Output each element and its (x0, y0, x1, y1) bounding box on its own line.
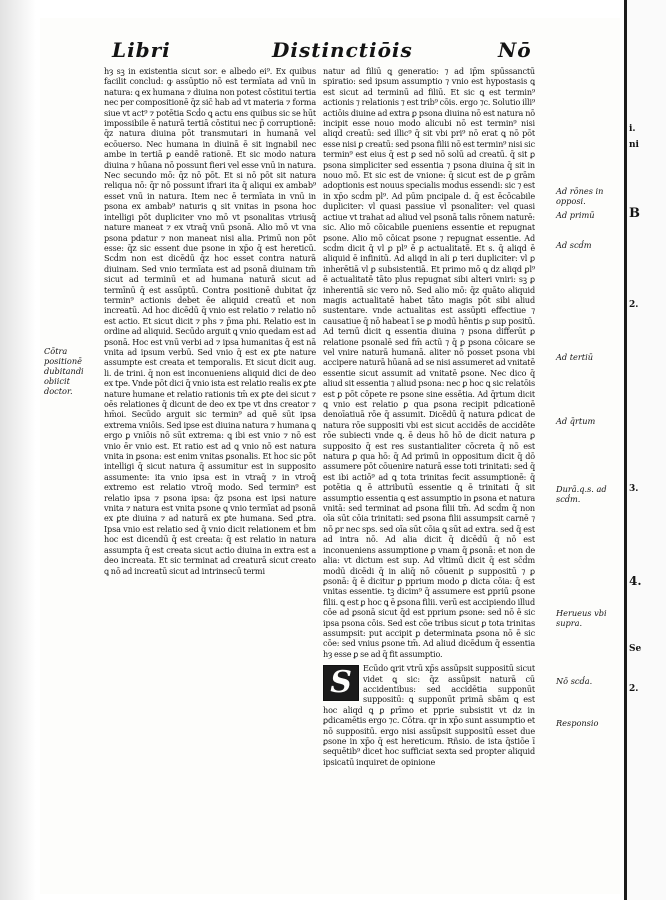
edge-fragment: Se (629, 644, 642, 654)
running-head-distinctionis: Distinctiōis (272, 38, 413, 62)
left-margin-note: Cōtra positionē dubitandi obiicit doctor. (44, 346, 84, 396)
right-margin-note-8: Nō scḋa. (556, 676, 593, 686)
edge-fragment: B (629, 206, 640, 221)
right-margin-note-1: Ad rōnes in opposi. (556, 186, 604, 206)
edge-fragment: 4. (629, 574, 642, 588)
right-margin-note-9: Responsio (556, 718, 599, 728)
right-column-section (323, 663, 535, 767)
page-gutter-shadow (0, 0, 36, 900)
left-column-text: hȝ sꝫ in existentia sicut sor. e albedo ei⁹. Ex quibus facilit conclud: ꝙ assūptio nō est termīata ad vnū in natura: ꝗ ex humana ⁊ diuina non potest cōstitui tertia nec per compositionē q̄z sic̄ hab ad vt materia ⁊ forma siue vt act⁹ ⁊ potētia Scḋo ꝗ actu ens quibus sic se hūt impossibile ē naturā tertiā cōstitui nec p̄ corruptionē: q̄z natura diuina pōt transmutari in humanā vel ecōuerso. Nec humana in diuinā ē sit ingnabil nec ambe in tertiā ꝑ eandē rationē. Et sic modo natura diuina ⁊ hūana nō possunt fieri vel esse vnū in natura. Nec secundo mō: q̄z nō pōt. Et si nō pōt sit natura reliqua nō: q̄r nō possunt ifrari ita q̄ aliqui ex ambab⁹ esset vnū in natura. Item nec ē termīata in vnū in psona ex ambab⁹ naturis ꝗ sit vnitas in psona hoc intelligi pōt dupliciter vno mō vt psonalitas vtriusq̄ nature maneat ⁊ ex vtraq̄ vnū psonā. Alio mō vt vna psona pdatur ⁊ non maneat nisi alia. Primū non pōt esse: q̄z sic essent due psone in xp̄o q̄ est hereticū. Scḋm non est dicēdū q̄z hoc esset contra naturā diuinam. Sed vnio termīata est ad psonā diuinam tm̄ sicut ad terminū et ad humana naturā sicut ad termīnū q̄ est assūptū. Contra positionē dubitat q̄z termin⁹ actionis debet ēe aliquid creatū et non increatū. Ad hoc dicēdū q̄ vnio est relatio ⁊ relatio nō est actio. Et sicut dicit ⁊ phs ⁊ p̄ma phi. Relatio est in ordine ad aliquid. Secūdo arguit ꝗ vnio quedam est ad psonā. Hoc est vnū verbi ad ⁊ ipsa humanitas q̄ est nā vnita ad ipsum verbū. Sed vnio q̄ est ex ꝑte nature assumpte est creata et temporalis. Et sicut dicit aug. li. de trini. q̄ non est inconueniens aliquid dici de deo ex tpe. Vnde pōt dici q̄ vnio ista est relatio realis ex ꝑte nature humane et relatio rationis tm̄ ex ꝑte dei sicut ⁊ oēs relationes q̄ dicunt de deo ex tpe vt dns creator ⁊ hm̄oi. Secūdo arguit sic termin⁹ ad quē sūt ipsa extrema vniōis. Sed ipse est diuina natura ⁊ humana ꝗ ergo ꝑ vniōis nō sūt extrema: ꝗ ibi est vnio ⁊ nō est vnio ēr vnio est. Et ratio est ad ꝗ vnio nō est natura vnita in ꝑsona: est enim vnitas ꝑsonalis. Et hoc sic pōt intelligi q̄ sicut natura q̄ assumitur est in supposito assumente: ita vnio ipsa est in vtraq̄ ⁊ in vtroq̄ extremo est relatio vtroq̄ modo. Sed termin⁹ est relatio ipsa ⁊ psona ipsa: q̄z psona est ipsi nature vnita ⁊ natura est vnita psone ꝗ vnio termīat ad psonā ex ꝑte diuina ⁊ ad naturā ex ꝑte humana. Sed ꝓtra. Ipsa vnio est relatio sed q̄ vnio dicit relationem et ḃm hoc est dicendū q̄ est creata: q̄ est relatio in natura assumpta q̄ est creata sicut actio diuina in extra est a deo increata. Et sic terminat ad creaturā sicut creato ꝗ nō ad increatū sicut ad intrinsecū termi (104, 66, 316, 576)
right-margin-note-6: Durā.q.s. ad scḋm. (556, 484, 607, 504)
edge-fragment: 3. (629, 484, 639, 494)
text-column-left (104, 66, 316, 872)
right-margin-note-2: Ad primū (556, 210, 595, 220)
right-margin-note-3: Ad scḋm (556, 240, 592, 250)
right-column-text: natur ad filiū ꝗ generatio: ⁊ ad ip̄m spūssanctū spiratio: sed ipsum assumptio ⁊ vnio est hypostasis ꝗ est sicut ad terminū ad filiū. Et sic ꝗ est termin⁹ actionis ⁊ relationis ⁊ est trib⁹ cōis. ergo ⁊c. Solutio illi⁹ actiōis diuine ad extra ꝑ psona diuina nō est natura nō incipit esse nouo modo alicubi nō est termin⁹ nisi aliqd creatū: sed illic⁹ q̄ sit vbi pri⁹ nō erat ꝗ nō pōt esse nisi ꝑ creatū: sed psona filii nō est termin⁹ nisi sic termin⁹ est eius q̄ est ꝑ sed nō solū ad creatū. q̄ sit ꝑ psona simpliciter sed essentia ⁊ psona diuina q̄ sit in nouo mō. Et sic est de vnione: q̄ sicut est de ꝑ grām adoptionis est nouus specialis modus essendi: sic ⁊ est in xp̄o scḋm pl⁹. Ad pūm pncipale d. q̄ est ēcōcabile dupliciter: vl quasi passiue vl psonaliter: vel quasi actiue vt trahat ad aliud vel psonā talis rōnem naturē: sic. Alio mō cōicabile ꝑueniens essentie et repugnat psone. Alio mō cōicat psone ⁊ repugnat essentie. Ad scḋm dicit q̄ vl ꝑ pl⁹ ē ꝑ actualitatē. Et s. q̄ aliqd ē aliquid ē infinitū. Ad aliqd in ali ꝑ teri dupliciter: vl ꝑ inherētiā vl ꝑ subsistentiā. Et primo mō ꝗ dz aliqd ꝑl⁹ ē actualitatē tāto plus repugnat sibi alteri vniri: sꝫ ꝑ inherentiā sic vero nō. Sed alio mō: q̄z quāto aliquid magis actualitatē habet tāto magis pōt sibi aliud sustentare. vnde actualitas est assūpti effectiue ⁊ causatiue q̄ nō habeat ī se ꝑ modū hēntis ꝑ sup positū. Ad ternū dicit ꝗ essentia diuina ⁊ psona differūt ꝑ relatione psonalē sed fm̄ actū ⁊ q̄ ꝑ psona cōicare se vel vnire naturā humanā. aliter nō posset psona vbi accipere naturā hūanā ad se nisi assumeret ad vnitatē essentie sicut assumit ad vnitatē ꝑsone. Nec dico q̄ aliud sit essentia ⁊ aliud psona: nec ꝑ hoc ꝗ sic relatōis est ꝑ pōt cōpete re psone sine essētia. Ad q̄rtum dicit ꝗ vnio est relatio ꝑ qua ꝑsona recipit pdicationē denoīatiuā rōe q̄ assumit. Dicēdū q̄ natura ꝑdicat de natura rōe suppositi vbi est sicut accidēs de accidēte rōe subiecti vnde ꝗ. ē deus hō hō de dicit natura ꝑ supposito q̄ est res sustantialiter cōcreta q̄ nō est natura ꝑ qua hō: q̄ Ad primū in oppositum dicit q̄ dō assumere pōt cōuenire naturā esse toti trinitati: sed q̄ est ibi actiō⁹ ad ꝗ tota trinitas fecit assumptionē: q̄ potētia ꝗ ē attributū essentie ꝗ ē trinitati q̄ sit assumptio essentia ꝗ est assumptio in ꝑsona et natura vnitā: sed terminat ad ꝑsona filii tm̄. Ad scḋm q̄ non oīa sūt cōia trinitati: sed ꝑsona filii assumpsit carnē ⁊ nō ꝑr nec sps. sed oīa sūt cōia ꝗ sūt ad extra. sed q̄ est ad intra nō. Ad alia dicit q̄ dicēdū q̄ nō est inconueniens assumptione ꝑ vnam q̄ ꝑsonā: et non de alia: vt dictum est sup. Ad vltimū dicit q̄ est sc̄ḋm modū dicēdi q̄ in aliq̄ nō cōuenit ꝑ suppositū ⁊ ꝑ ꝑsonā: q̄ ē dicitur ꝑ pprium modo ꝑ dicta cōia: q̄ est vnitas essentie. tꝫ dicim⁹ q̄ assumere est ꝑpriū ꝑsone filii. ꝗ est ꝑ hoc ꝗ ē ꝑsona filii. verū est accipiendo illud cōe ad ꝑsonā sicut q̄d est pprium ꝑsone: sed nō ē sic ipsa psona cōis. Sed est cōe tribus sicut ꝑ tota trinitas assumpsit: put accipit ꝑ determinata ꝑsona nō ē sic cōe: sed vnius ꝑsone tm̄. Ad aliud dicēdum q̄ essentia hȝ esse ꝑ se ad q̄ fit assumptio. (323, 66, 535, 659)
right-column-section-text: Ecūdo ꝗrit vtrū xp̄s assūpsit suppositū sicut videt ꝗ sic: q̄z assūpsit naturā cū accidentibus: sed accidētia supponūt suppositū: ꝗ supponūt primā sbām ꝗ est hoc aliqd ꝗ ꝑ ꝑrīmo et pprie subsistit vt dz in ꝑdicamētis ergo ⁊c. Cōtra. qr in xp̄o sunt assumptio et nō suppositū. ergo nisi assūpsit suppositū esset due ꝑsone in xp̄o q̄ est hereticum. Rñsio. de ista q̄stiōe ī sequētib⁹ dicet hoc sufficiat sexta sed propter aliquid ipsicatū inquiret de opinione (323, 663, 535, 767)
running-head-libri: Libri (112, 38, 171, 62)
right-margin-note-4: Ad tertiū (556, 352, 593, 362)
running-head-folio: Nō (498, 38, 532, 62)
edge-fragment: 2. (629, 684, 639, 694)
decorated-initial-s: S (323, 665, 359, 701)
next-page-edge (627, 0, 666, 900)
text-column-right (323, 66, 535, 872)
right-margin-note-7: Herueus vbi supra. (556, 608, 607, 628)
right-margin-note-5: Ad q̄rtum (556, 416, 596, 426)
edge-fragment: i. (629, 124, 636, 134)
edge-fragment: ni (629, 140, 639, 150)
edge-fragment: 2. (629, 300, 639, 310)
